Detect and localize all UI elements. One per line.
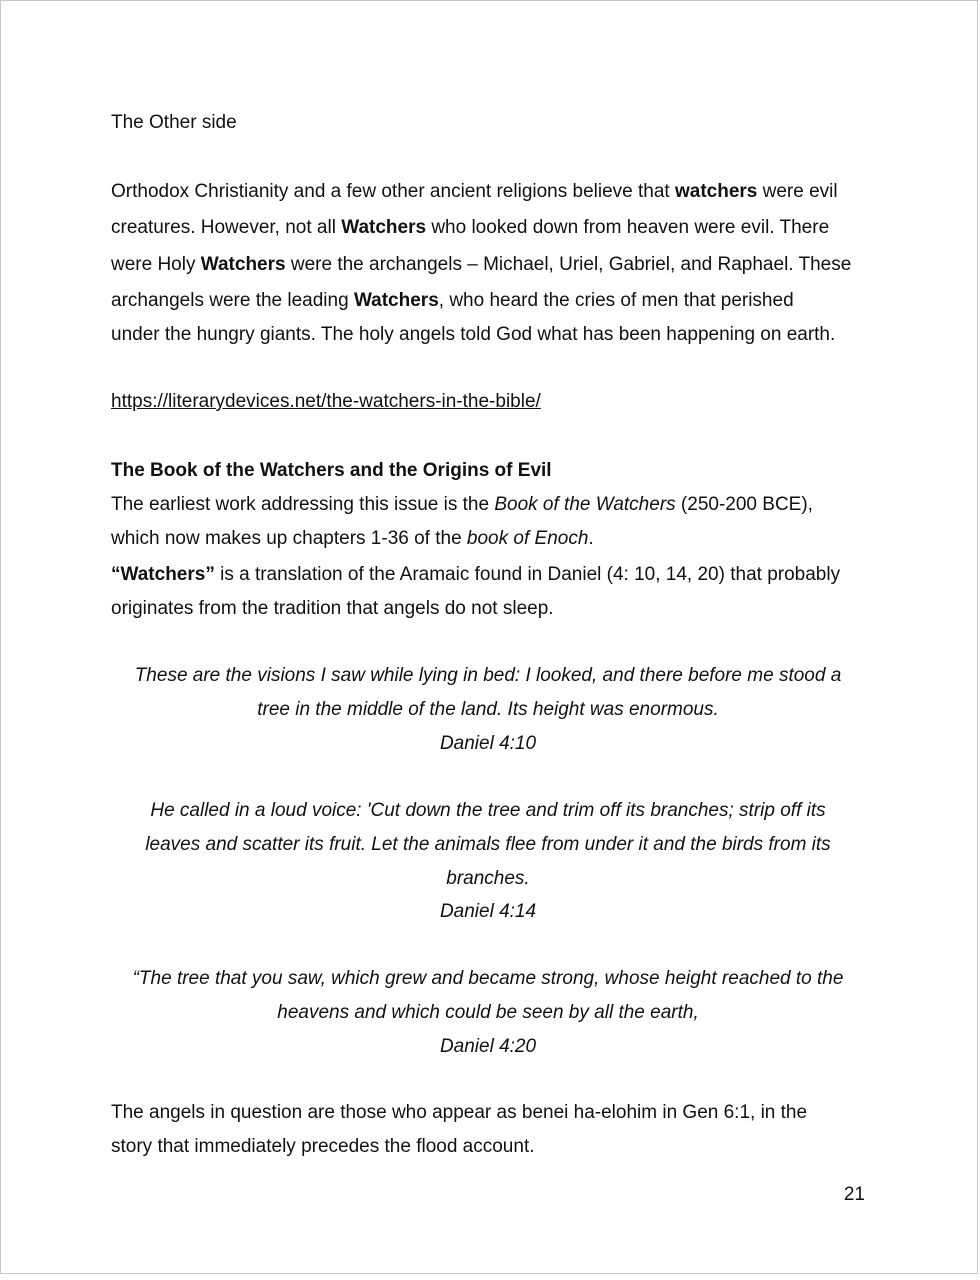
book-title: Book of the Watchers — [494, 494, 676, 515]
text-run: which now makes up chapters 1-36 of the — [111, 528, 467, 549]
bold-term: Watchers — [200, 254, 286, 275]
quote-1-line-2: tree in the middle of the land. Its height was enormous. — [257, 699, 719, 720]
quote-2-line-1: He called in a loud voice: 'Cut down the tree and trim off its branches; strip off its — [150, 800, 826, 821]
quote-2-line-3: branches. — [446, 868, 530, 889]
text-run: Orthodox Christianity and a few other ancient religions believe that — [111, 181, 675, 202]
book-title: book of Enoch — [466, 528, 589, 549]
page-number: 21 — [843, 1184, 865, 1205]
text-run: , who heard the cries of men that perished — [438, 290, 794, 311]
paragraph-3-line-1: The angels in question are those who appear as benei ha-elohim in Gen 6:1, in the — [111, 1102, 808, 1123]
section-heading: The Book of the Watchers and the Origins of Evil — [111, 460, 552, 481]
quote-1-reference: Daniel 4:10 — [439, 733, 537, 754]
bold-term: Watchers — [341, 217, 427, 238]
paragraph-1-line-3 — [111, 253, 851, 277]
paragraph-1-line-2 — [111, 216, 829, 240]
bold-term: Watchers — [353, 290, 439, 311]
text-run: were the archangels – Michael, Uriel, Gabriel, and Raphael. These — [285, 254, 852, 275]
paragraph-2-line-3 — [111, 563, 840, 587]
text-run: archangels were the leading — [111, 290, 354, 311]
text-run: . — [588, 528, 594, 549]
quote-2-reference: Daniel 4:14 — [439, 901, 537, 922]
paragraph-2-line-2 — [111, 527, 594, 551]
source-link-line — [111, 390, 541, 414]
text-run: is a translation of the Aramaic found in Daniel (4: 10, 14, 20) that probably — [214, 564, 841, 585]
bold-term: watchers — [674, 181, 758, 202]
paragraph-3-line-2: story that immediately precedes the flood account. — [111, 1136, 535, 1157]
quote-2-line-2: leaves and scatter its fruit. Let the animals flee from under it and the birds from its — [145, 834, 831, 855]
section-title-other-side: The Other side — [111, 112, 237, 133]
bold-term: “Watchers” — [111, 564, 215, 585]
text-run: were evil — [757, 181, 838, 202]
source-link[interactable]: https://literarydevices.net/the-watchers-in-the-bible/ — [111, 391, 541, 412]
text-run: The earliest work addressing this issue is the — [111, 494, 495, 515]
text-run: creatures. However, not all — [111, 217, 342, 238]
quote-1-line-1: These are the visions I saw while lying in bed: I looked, and there before me stood a — [134, 665, 842, 686]
paragraph-2-line-1 — [111, 493, 813, 517]
text-run: (250-200 BCE), — [675, 494, 813, 515]
text-run: were Holy — [111, 254, 201, 275]
paragraph-2-line-4: originates from the tradition that angels do not sleep. — [111, 598, 554, 619]
text-run: who looked down from heaven were evil. There — [426, 217, 830, 238]
quote-3-line-1: “The tree that you saw, which grew and became strong, whose height reached to the — [132, 968, 844, 989]
paragraph-1-line-4 — [111, 289, 794, 313]
paragraph-1-line-5: under the hungry giants. The holy angels told God what has been happening on earth. — [111, 324, 836, 345]
quote-3-reference: Daniel 4:20 — [439, 1036, 537, 1057]
paragraph-1-line-1 — [111, 180, 838, 204]
quote-3-line-2: heavens and which could be seen by all the earth, — [277, 1002, 699, 1023]
